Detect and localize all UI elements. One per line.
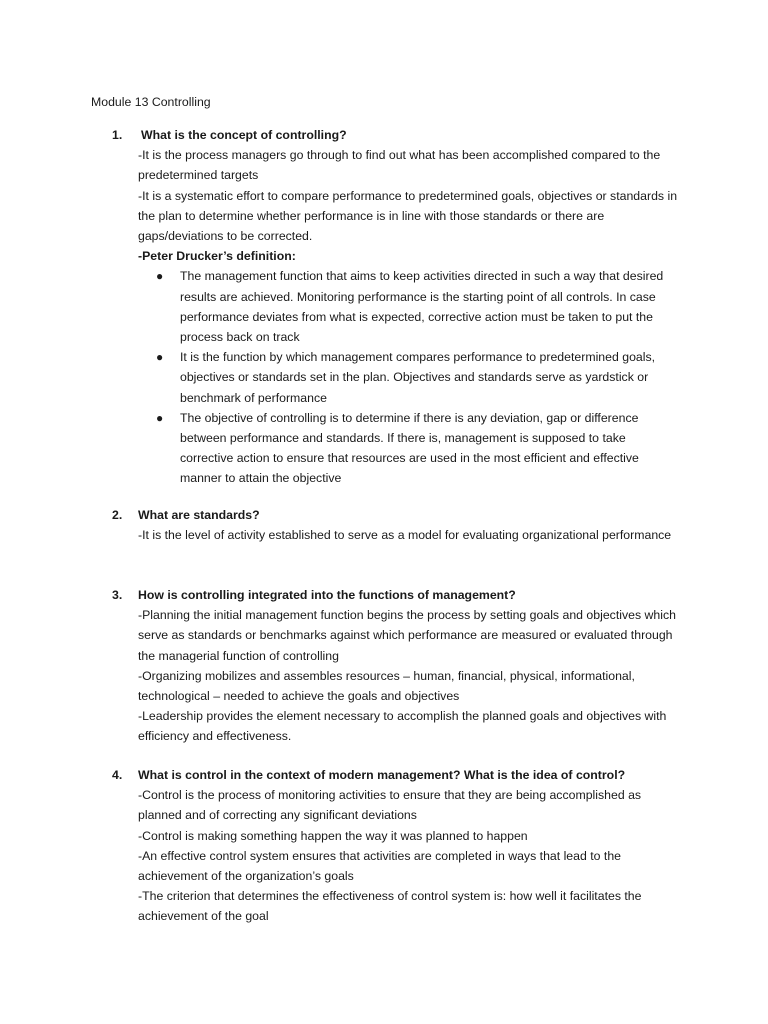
answer-text: -Planning the initial management function begins the process by setting goals and objectives which serve as standards or benchmarks against which performance are measured or evaluated through the managerial function of controlling	[138, 608, 676, 663]
question-heading	[112, 585, 682, 605]
question-heading	[112, 505, 682, 525]
question-1	[112, 125, 682, 489]
question-text: What are standards?	[138, 508, 260, 522]
answer-text: -Organizing mobilizes and assembles resources – human, financial, physical, informational, technological – needed to achieve the goals and objectives	[138, 668, 635, 704]
question-number: 4.	[112, 768, 123, 782]
answer-text: -Peter Drucker’s definition:	[138, 249, 296, 264]
question-text: What is control in the context of modern management? What is the idea of control?	[138, 768, 626, 782]
question-number: 1.	[112, 128, 123, 142]
question-3	[112, 585, 682, 747]
bullet-text: The management function that aims to keep activities directed in such a way that desired results are achieved. Monitoring performance is the starting point of all controls. In case performance deviates from what is expected, corrective action must be taken to put the process back on track	[180, 269, 664, 345]
answer-text: -Leadership provides the element necessary to accomplish the planned goals and objectives with efficiency and effectiveness.	[138, 709, 667, 744]
question-heading	[112, 765, 682, 785]
question-4	[112, 765, 682, 927]
question-text: How is controlling integrated into the functions of management?	[138, 588, 516, 602]
bullet-icon: ●	[156, 269, 164, 284]
bullet-item	[112, 347, 682, 408]
question-2	[112, 505, 682, 545]
bullet-list	[112, 266, 682, 488]
answer-text: -Control is making something happen the way it was planned to happen	[138, 828, 528, 843]
bullet-text: The objective of controlling is to determine if there is any deviation, gap or difference between performance and standards. If there is, management is supposed to take corrective action to ensure that resources are used in the most efficient and effective manner to attain the objective	[180, 410, 639, 486]
answer-text: -It is the level of activity established to serve as a model for evaluating organizational performance	[138, 528, 672, 543]
answer-text: -Control is the process of monitoring activities to ensure that they are being accomplished as planned and of correcting any significant deviations	[138, 788, 642, 823]
bullet-icon: ●	[156, 410, 164, 425]
bullet-item	[112, 408, 682, 489]
bullet-icon: ●	[156, 350, 164, 365]
bullet-item	[112, 266, 682, 347]
answer-text: -It is the process managers go through to find out what has been accomplished compared to the predetermined targets	[138, 148, 661, 183]
module-title: Module 13 Controlling	[91, 95, 211, 109]
bullet-text: It is the function by which management compares performance to predetermined goals, objectives or standards set in the plan. Objectives and standards serve as yardstick or benchmark of performance	[180, 350, 656, 405]
answer-text: -An effective control system ensures that activities are completed in ways that lead to the achievement of the organization’s goals	[138, 848, 622, 884]
answer-text: -The criterion that determines the effectiveness of control system is: how well it facilitates the achievement of the goal	[138, 889, 642, 924]
question-heading	[112, 125, 682, 145]
question-text: What is the concept of controlling?	[141, 128, 347, 142]
question-number: 3.	[112, 588, 123, 602]
question-number: 2.	[112, 508, 123, 522]
answer-text: -It is a systematic effort to compare performance to predetermined goals, objectives or standards in the plan to determine whether performance is in line with those standards or there are gaps/deviations to be corrected.	[138, 188, 678, 244]
